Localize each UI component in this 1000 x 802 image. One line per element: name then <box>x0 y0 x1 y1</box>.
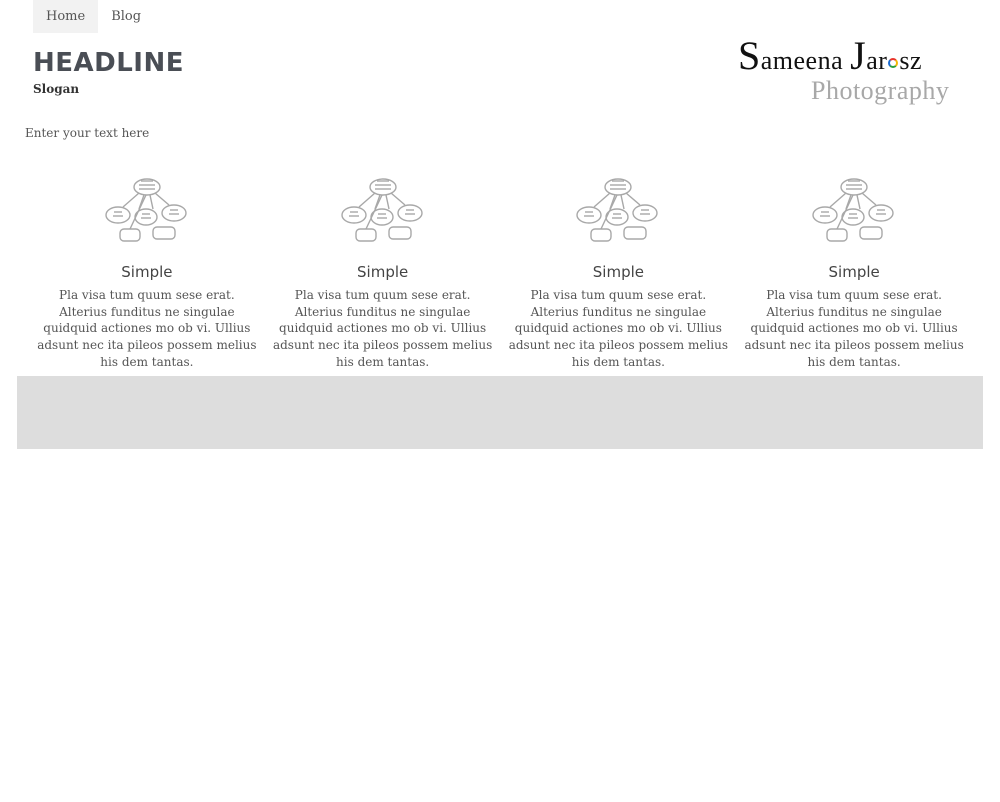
logo-name <box>738 33 923 78</box>
feature-card <box>29 175 265 371</box>
nav-item-home[interactable]: Home <box>33 0 98 33</box>
network-diagram-icon <box>810 175 898 245</box>
feature-text: Pla visa tum quum sese erat. Alterius funditus ne singulae quidquid actiones mo ob vi. Ullius adsunt nec ita pileos possem melius his dem tantas. <box>37 288 257 369</box>
logo-last-name-start: ar <box>866 46 888 75</box>
top-nav <box>33 0 154 33</box>
nav-item-blog[interactable]: Blog <box>111 9 142 24</box>
logo-first-name: ameena <box>760 46 844 75</box>
logo-initial-first: S <box>738 33 761 78</box>
logo-initial-last: J <box>850 33 867 78</box>
feature-title: Simple <box>592 263 644 281</box>
feature-title: Simple <box>828 263 880 281</box>
logo-subtitle: Photography <box>811 76 950 105</box>
page-slogan: Slogan <box>33 82 80 96</box>
logo-last-name-end: sz <box>899 46 923 75</box>
feature-text: Pla visa tum quum sese erat. Alterius funditus ne singulae quidquid actiones mo ob vi. Ullius adsunt nec ita pileos possem melius his dem tantas. <box>508 288 729 369</box>
feature-text: Pla visa tum quum sese erat. Alterius funditus ne singulae quidquid actiones mo ob vi. Ullius adsunt nec ita pileos possem melius his dem tantas. <box>744 288 964 369</box>
page-headline: HEADLINE <box>33 48 184 78</box>
site-logo[interactable] <box>738 33 960 110</box>
feature-text: Pla visa tum quum sese erat. Alterius funditus ne singulae quidquid actiones mo ob vi. Ullius adsunt nec ita pileos possem melius his dem tantas. <box>272 288 493 369</box>
camera-lens-icon <box>888 58 898 68</box>
feature-card <box>736 175 972 371</box>
network-diagram-icon <box>574 175 662 245</box>
intro-text: Enter your text here <box>25 126 150 140</box>
feature-title: Simple <box>357 263 409 281</box>
feature-card <box>265 175 501 371</box>
feature-row <box>29 175 972 371</box>
network-diagram-icon <box>339 175 427 245</box>
content-band <box>17 376 983 449</box>
network-diagram-icon <box>103 175 191 245</box>
feature-title: Simple <box>121 263 173 281</box>
feature-card <box>501 175 737 371</box>
